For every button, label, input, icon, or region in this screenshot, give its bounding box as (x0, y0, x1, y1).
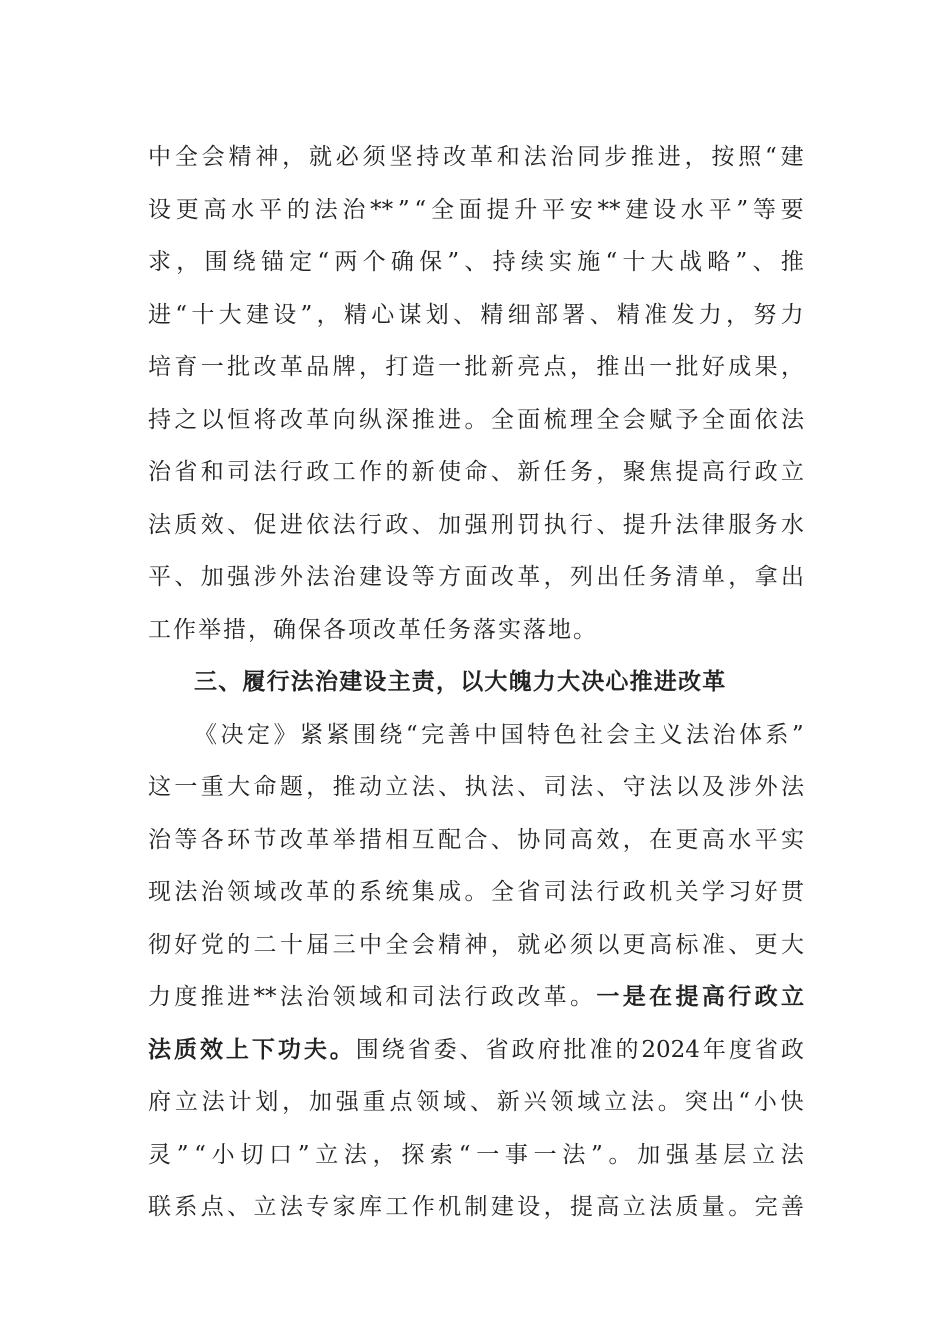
text-line: 平 、 加 强 涉 外 法 治 建 设 等 方 面 改 革 ， 列 出 任 务 清 单 ， 拿 出 (148, 564, 804, 590)
text-line: 治 等 各 环 节 改 革 举 措 相 互 配 合 、 协 同 高 效 ， 在 更 高 水 平 实 (148, 826, 804, 853)
text-line: 培 育 一 批 改 革 品 牌 ， 打 造 一 批 新 亮 点 ， 推 出 一 批 好 成 果 ， (148, 354, 804, 380)
text-line: 进 “ 十 大 建 设 ” ， 精 心 谋 划 、 精 细 部 署 、 精 准 发 力 ， 努 力 (148, 301, 804, 328)
section-heading: 三、履行法治建设主责，以大魄力大决心推进改革 (194, 668, 727, 695)
text-line: 法 质 效 、 促 进 依 法 行 政 、 加 强 刑 罚 执 行 、 提 升 法 律 服 务 水 (148, 511, 804, 538)
text-line: 联 系 点 、 立 法 专 家 库 工 作 机 制 建 设 ， 提 高 立 法 质 量 。 完 善 (148, 1194, 804, 1220)
text-line: 彻 好 党 的 二 十 届 三 中 全 会 精 神 ， 就 必 须 以 更 高 标 准 、 更 大 (148, 931, 804, 958)
text-line: 治 省 和 司 法 行 政 工 作 的 新 使 命 、 新 任 务 ， 聚 焦 提 高 行 政 立 (148, 459, 804, 485)
document-body (148, 131, 804, 1234)
text-line: 灵 ” “ 小 切 口 ” 立 法 ， 探 索 “ 一 事 一 法 ” 。 加 强 基 层 立 法 (148, 1141, 804, 1168)
text-line: 持 之 以 恒 将 改 革 向 纵 深 推 进 。 全 面 梳 理 全 会 赋 予 全 面 依 法 (148, 406, 804, 433)
text-line: 设 更 高 水 平 的 法 治 ** ” “ 全 面 提 升 平 安 ** 建 设 水 平 ” 等 要 (148, 196, 804, 223)
text-line: 中 全 会 精 神 ， 就 必 须 坚 持 改 革 和 法 治 同 步 推 进 ， 按 照 “ 建 (148, 144, 804, 170)
text-line: 求 ， 围 绕 锚 定 “ 两 个 确 保 ” 、 持 续 实 施 “ 十 大 战 略 ” 、 推 (148, 249, 804, 275)
text-line: 现 法 治 领 域 改 革 的 系 统 集 成 。 全 省 司 法 行 政 机 关 学 习 好 贯 (148, 879, 804, 905)
text-line: 这 一 重 大 命 题 ， 推 动 立 法 、 执 法 、 司 法 、 守 法 以 及 涉 外 法 (148, 774, 804, 800)
text-line-mixed: 法 质 效 上 下 功 夫 。 围 绕 省 委 、 省 政 府 批 准 的 2024 年 度 省 政 (148, 1035, 804, 1063)
paragraph-last-line: 工作举措，确保各项改革任务落实落地。 (148, 616, 598, 643)
paragraph-first-line: 《 决 定 》 紧 紧 围 绕 “ 完 善 中 国 特 色 社 会 主 义 法 治 体 系 ” (194, 721, 804, 748)
text-line-mixed: 力 度 推 进 ** 法 治 领 域 和 司 法 行 政 改 革 。 一 是 在 提 高 行 政 立 (148, 983, 804, 1010)
text-line: 府 立 法 计 划 ， 加 强 重 点 领 域 、 新 兴 领 域 立 法 。 突 出 “ 小 快 (148, 1089, 804, 1115)
